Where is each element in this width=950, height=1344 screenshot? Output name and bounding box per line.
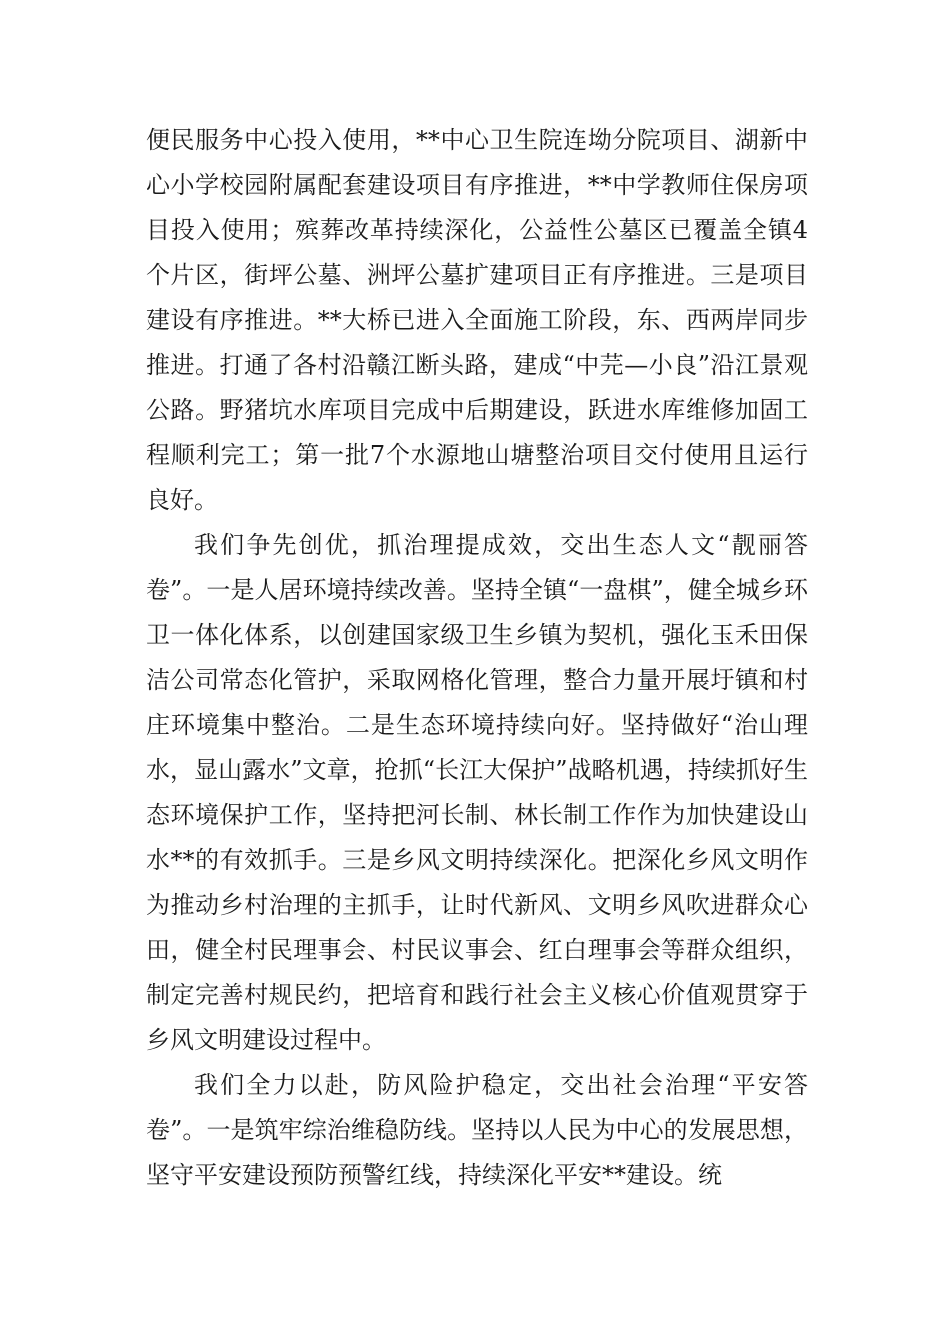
paragraph-2: 我们争先创优，抓治理提成效，交出生态人文“靓丽答卷”。一是人居环境持续改善。坚持全镇“一盘棋”，健全城乡环卫一体化体系，以创建国家级卫生乡镇为契机，强化玉禾田保洁公司常态化管护，采取网格化管理，整合力量开展圩镇和村庄环境集中整治。二是生态环境持续向好。坚持做好“治山理水，显山露水”文章，抢抓“长江大保护”战略机遇，持续抓好生态环境保护工作，坚持把河长制、林长制工作作为加快建设山水**的有效抓手。三是乡风文明持续深化。把深化乡风文明作为推动乡村治理的主抓手，让时代新风、文明乡风吹进群众心田，健全村民理事会、村民议事会、红白理事会等群众组织，制定完善村规民约，把培育和践行社会主义核心价值观贯穿于乡风文明建设过程中。: [146, 531, 808, 1054]
paragraph-3: 我们全力以赴，防风险护稳定，交出社会治理“平安答卷”。一是筑牢综治维稳防线。坚持以人民为中心的发展思想，坚守平安建设预防预警红线，持续深化平安**建设。统: [146, 1071, 808, 1189]
paragraph-1: 便民服务中心投入使用，**中心卫生院连坳分院项目、湖新中心小学校园附属配套建设项目有序推进，**中学教师住保房项目投入使用；殡葬改革持续深化，公益性公墓区已覆盖全镇4个片区，街坪公墓、洲坪公墓扩建项目正有序推进。三是项目建设有序推进。**大桥已进入全面施工阶段，东、西两岸同步推进。打通了各村沿赣江断头路，建成“中芫—小良”沿江景观公路。野猪坑水库项目完成中后期建设，跃进水库维修加固工程顺利完工；第一批7个水源地山塘整治项目交付使用且运行良好。: [146, 126, 808, 514]
document-body: [146, 118, 808, 1198]
